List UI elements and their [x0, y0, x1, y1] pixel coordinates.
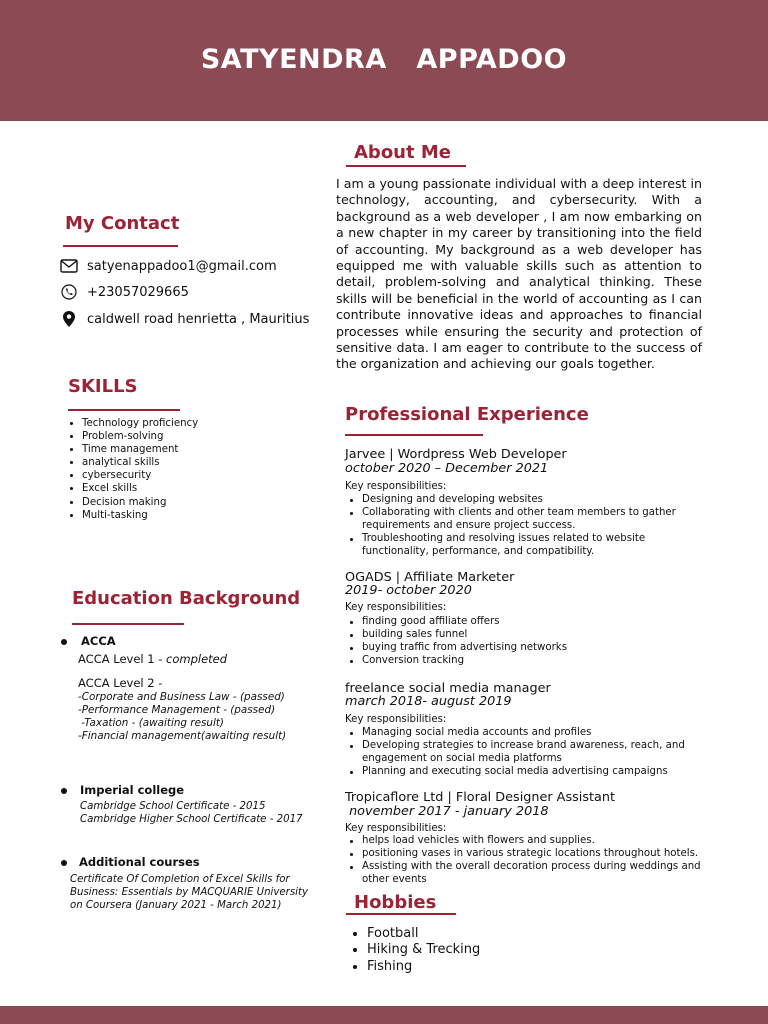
list-item: analytical skills — [68, 456, 198, 469]
education-heading: Education Background — [72, 588, 301, 609]
additional-course-line: Business: Essentials by MACQUARIE University — [70, 887, 309, 898]
bullet-dot — [61, 788, 67, 794]
phone-icon — [60, 283, 78, 301]
acca-level1: ACCA Level 1 - completed — [78, 652, 228, 666]
contact-phone[interactable]: +23057029665 — [87, 284, 189, 300]
skills-heading: SKILLS — [68, 376, 138, 397]
candidate-name: SATYENDRA APPADOO — [200, 44, 568, 75]
job-title: Tropicaflore Ltd | Floral Designer Assistant — [345, 790, 615, 805]
list-item: Decision making — [68, 496, 198, 509]
contact-address-row — [60, 310, 309, 328]
hobbies-divider — [346, 913, 456, 915]
mail-icon — [60, 257, 78, 275]
job-title: OGADS | Affiliate Marketer — [345, 570, 515, 585]
job-date: march 2018- august 2019 — [345, 694, 512, 709]
responsibilities-list — [345, 494, 715, 559]
list-item: helps load vehicles with flowers and supplies. — [345, 835, 715, 848]
location-pin-icon — [60, 310, 78, 328]
job-date: november 2017 - january 2018 — [345, 804, 549, 819]
acca-title: ACCA — [81, 634, 116, 648]
responsibilities-list — [345, 727, 715, 779]
job-title: Jarvee | Wordpress Web Developer — [345, 447, 567, 462]
contact-divider — [63, 245, 178, 247]
job-date: october 2020 – December 2021 — [345, 461, 549, 476]
list-item: Fishing — [352, 959, 480, 975]
list-item: positioning vases in various strategic locations throughout hotels. — [345, 848, 715, 861]
list-item: Technology proficiency — [68, 417, 198, 430]
job-date: 2019- october 2020 — [345, 583, 472, 598]
list-item: building sales funnel — [345, 629, 715, 642]
list-item: Planning and executing social media advertising campaigns — [345, 766, 715, 779]
responsibilities-label: Key responsibilities: — [345, 714, 447, 725]
hobbies-list — [352, 926, 480, 975]
list-item: finding good affiliate offers — [345, 616, 715, 629]
contact-address: caldwell road henrietta , Mauritius — [87, 311, 310, 327]
acca-module: -Corporate and Business Law - (passed) — [78, 691, 285, 703]
acca-module: -Financial management(awaiting result) — [78, 730, 287, 742]
responsibilities-label: Key responsibilities: — [345, 602, 447, 613]
list-item: Developing strategies to increase brand awareness, reach, and engagement on social media platforms — [345, 740, 715, 766]
list-item: Conversion tracking — [345, 655, 715, 668]
imperial-certificate: Cambridge School Certificate - 2015 — [80, 801, 266, 812]
list-item: Excel skills — [68, 482, 198, 495]
list-item: Problem-solving — [68, 430, 198, 443]
experience-heading: Professional Experience — [345, 404, 589, 425]
imperial-title: Imperial college — [80, 783, 185, 797]
responsibilities-label: Key responsibilities: — [345, 823, 447, 834]
list-item: Football — [352, 926, 480, 942]
contact-email-row — [60, 257, 277, 275]
acca-module: -Taxation - (awaiting result) — [78, 717, 224, 729]
acca-level2: ACCA Level 2 - — [78, 676, 163, 690]
responsibilities-list — [345, 616, 715, 668]
about-divider — [346, 165, 466, 167]
skills-divider — [68, 409, 180, 411]
additional-title: Additional courses — [79, 855, 200, 869]
experience-divider — [345, 434, 483, 436]
responsibilities-label: Key responsibilities: — [345, 481, 447, 492]
job-title: freelance social media manager — [345, 681, 551, 696]
list-item: Collaborating with clients and other team members to gather requirements and ensure project success. — [345, 507, 715, 533]
list-item: Multi-tasking — [68, 509, 198, 522]
acca-module: -Performance Management - (passed) — [78, 704, 276, 716]
list-item: Time management — [68, 443, 198, 456]
list-item: buying traffic from advertising networks — [345, 642, 715, 655]
education-divider — [72, 623, 184, 625]
bullet-dot — [61, 860, 67, 866]
list-item: Designing and developing websites — [345, 494, 715, 507]
list-item: Hiking & Trecking — [352, 942, 480, 958]
about-heading: About Me — [354, 142, 451, 163]
list-item: Troubleshooting and resolving issues related to website functionality, performance, and compatibility. — [345, 533, 715, 559]
additional-course-line: on Coursera (January 2021 - March 2021) — [70, 900, 282, 911]
footer-band — [0, 1006, 768, 1024]
skills-list — [68, 417, 198, 522]
imperial-certificate: Cambridge Higher School Certificate - 2017 — [80, 814, 303, 825]
about-text: I am a young passionate individual with a deep interest in technology, accounting, and cybersecurity. With a background as a web developer , I am now embarking on a new chapter in my career by transitioning into the field of accounting. My background as a web developer has equipped me with valuable skills such as attention to detail, problem-solving and analytical thinking. These skills will be beneficial in the world of accounting as I can contribute innovative ideas and approaches to financial processes while ensuring the security and protection of sensitive data. I am eager to contribute to the success of the organization and achieving our goals together. — [336, 176, 702, 372]
contact-heading: My Contact — [65, 213, 180, 234]
additional-course-line: Certificate Of Completion of Excel Skills for — [70, 874, 290, 885]
bullet-dot — [61, 639, 67, 645]
list-item: Managing social media accounts and profiles — [345, 727, 715, 740]
contact-phone-row — [60, 283, 189, 301]
list-item: cybersecurity — [68, 469, 198, 482]
list-item: Assisting with the overall decoration process during weddings and other events — [345, 861, 715, 887]
header-banner — [0, 0, 768, 121]
contact-email[interactable]: satyenappadoo1@gmail.com — [87, 258, 277, 274]
hobbies-heading: Hobbies — [354, 892, 437, 913]
responsibilities-list — [345, 835, 715, 887]
